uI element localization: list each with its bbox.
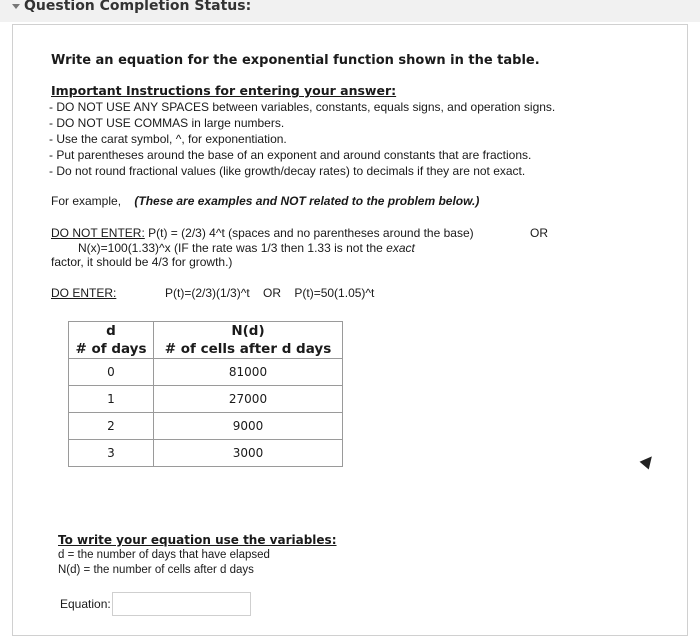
table-row: [69, 440, 343, 467]
equation-label: Equation:: [60, 597, 111, 611]
column-header-top: d: [106, 323, 116, 339]
column-header-bottom: # of cells after d days: [164, 341, 332, 357]
table-row: [69, 386, 343, 413]
completion-status-header[interactable]: [0, 0, 700, 22]
table-cell: 2: [69, 413, 154, 440]
table-cell: 81000: [154, 359, 343, 386]
table-row: [69, 413, 343, 440]
data-table-container: [68, 321, 343, 467]
or-text: OR: [263, 286, 282, 300]
example-line3: factor, it should be 4/3 for growth.): [51, 255, 233, 269]
example-line2: N(x)=100(1.33)^x (IF the rate was 1/3 then 1.33 is not the: [78, 241, 383, 255]
instruction-item: - DO NOT USE COMMAS in large numbers.: [49, 116, 285, 130]
donot-enter-line: [51, 226, 474, 240]
variable-line: d = the number of days that have elapsed: [58, 549, 270, 561]
example-lead: For example,: [51, 194, 122, 208]
column-header-nd: [154, 322, 343, 359]
table-cell: 1: [69, 386, 154, 413]
table-cell: 9000: [154, 413, 343, 440]
variables-heading: To write your equation use the variables:: [58, 533, 337, 547]
donot-enter-label: DO NOT ENTER:: [51, 226, 145, 240]
header-title: Question Completion Status:: [24, 0, 252, 14]
collapse-chevron-icon[interactable]: [12, 4, 20, 9]
table-row: [69, 359, 343, 386]
do-enter-label: DO ENTER:: [51, 286, 117, 300]
table-cell: 0: [69, 359, 154, 386]
instruction-item: - Use the carat symbol, ^, for exponentiation.: [49, 132, 287, 146]
instruction-item: - Do not round fractional values (like growth/decay rates) to decimals if they are not exact.: [49, 164, 526, 178]
table-cell: 3: [69, 440, 154, 467]
column-header-top: N(d): [231, 323, 265, 339]
question-text: Write an equation for the exponential function shown in the table.: [51, 53, 540, 68]
column-header-bottom: # of days: [75, 341, 147, 357]
instruction-item: - DO NOT USE ANY SPACES between variables, constants, equals signs, and operation signs.: [49, 100, 556, 114]
donot-enter-text: P(t) = (2/3) 4^t (spaces and no parentheses around the base): [148, 226, 474, 240]
table-header-row: [69, 322, 343, 359]
equation-input[interactable]: [112, 592, 251, 616]
example-intro: [51, 194, 479, 208]
variable-line: N(d) = the number of cells after d days: [58, 564, 254, 576]
do-enter-example-b: P(t)=50(1.05)^t: [294, 286, 375, 300]
table-cell: 27000: [154, 386, 343, 413]
instruction-item: - Put parentheses around the base of an exponent and around constants that are fractions.: [49, 148, 532, 162]
table-cell: 3000: [154, 440, 343, 467]
data-table: [68, 321, 343, 467]
example-line2-em: exact: [386, 241, 415, 255]
do-enter-line: [51, 286, 374, 300]
column-header-d: [69, 322, 154, 359]
do-enter-example-a: P(t)=(2/3)(1/3)^t: [165, 286, 250, 300]
instructions-heading: Important Instructions for entering your answer:: [51, 83, 397, 98]
example-note: (These are examples and NOT related to the problem below.): [134, 194, 480, 208]
or-text: OR: [530, 226, 548, 240]
donot-enter-line2: [78, 241, 415, 255]
